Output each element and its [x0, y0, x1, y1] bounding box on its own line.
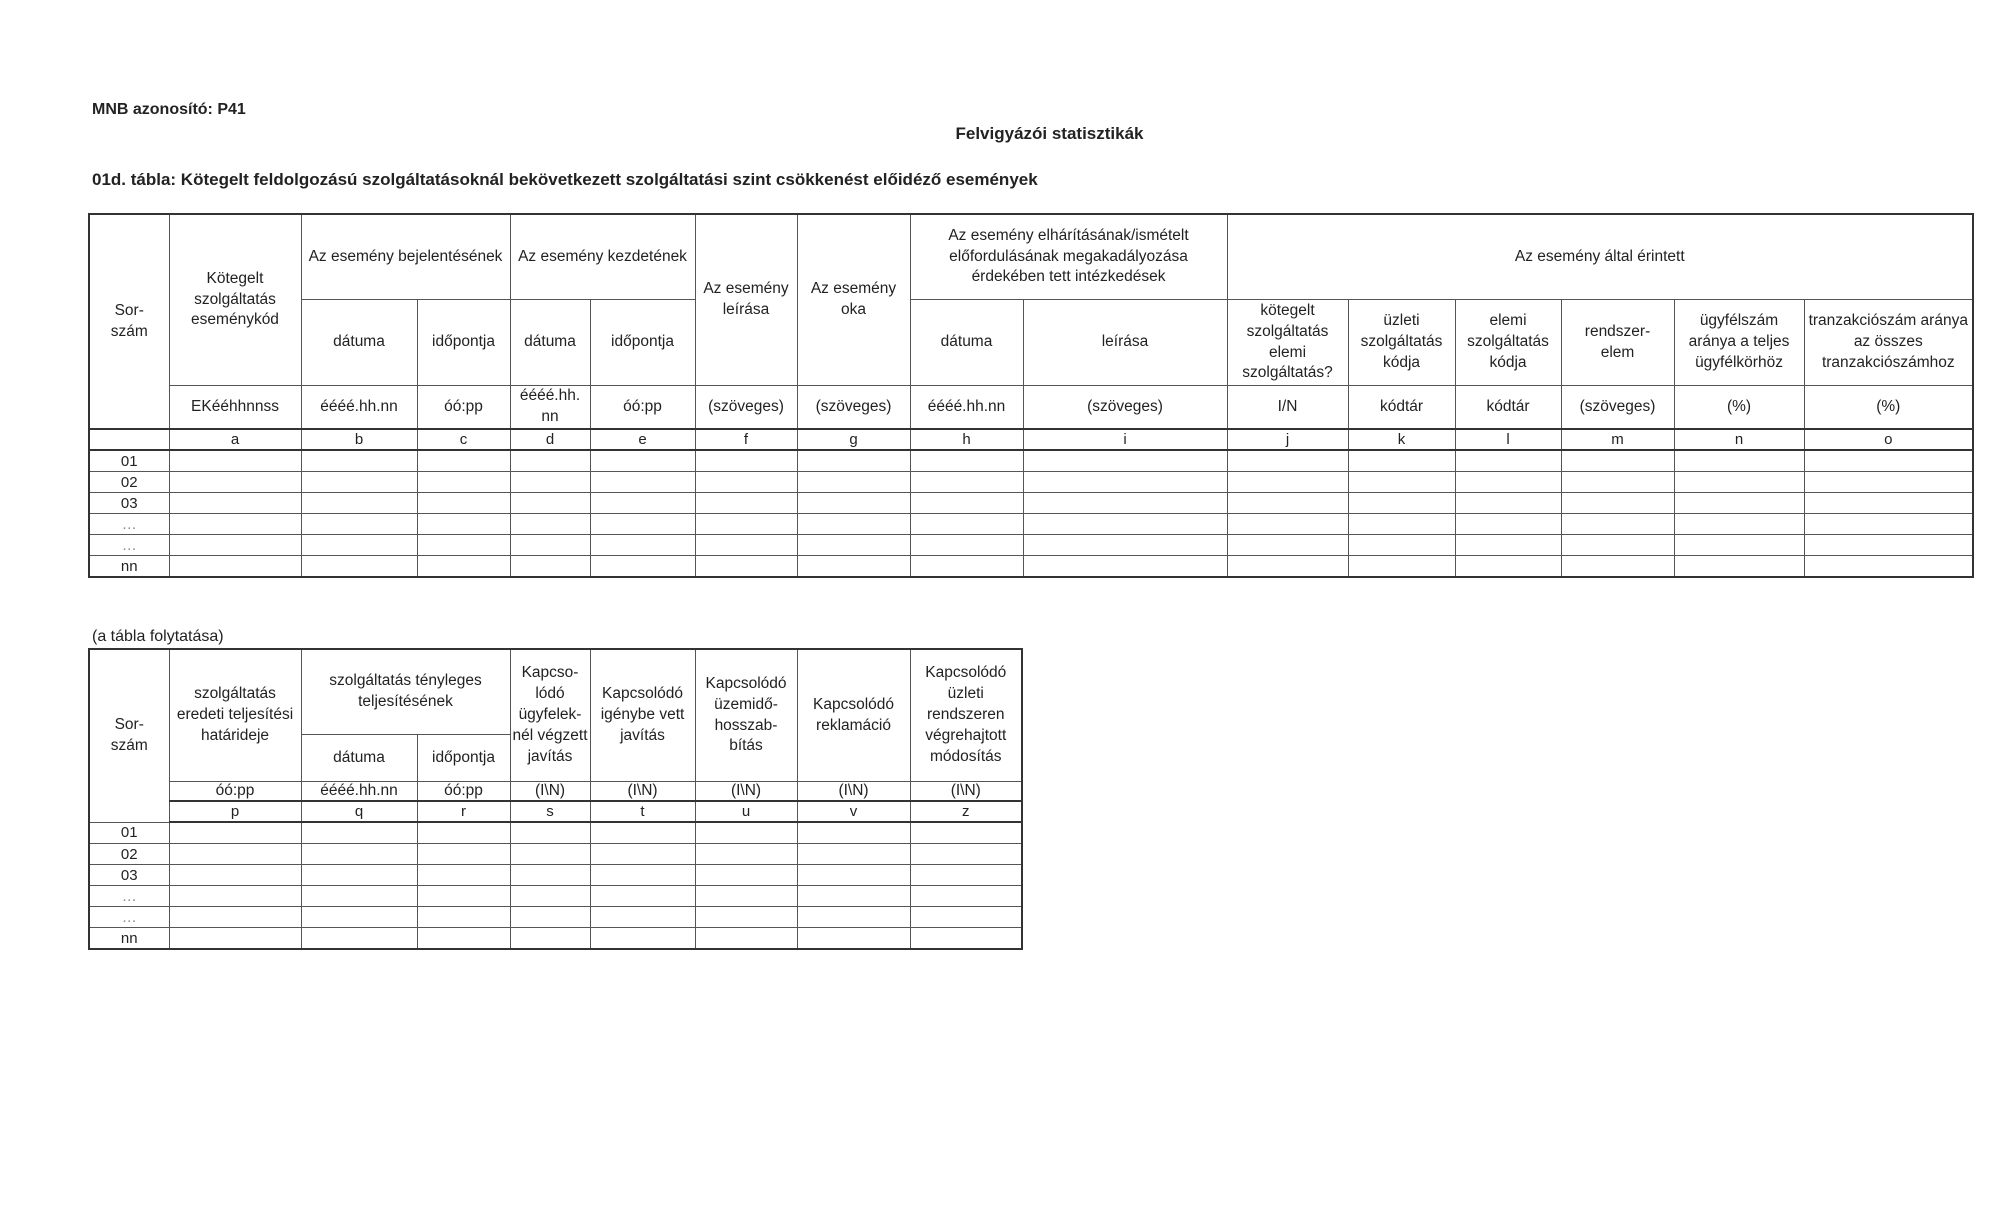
data-cell[interactable] — [797, 514, 910, 535]
data-cell[interactable] — [1674, 556, 1804, 578]
data-cell[interactable] — [1561, 472, 1674, 493]
format-cell: (szöveges) — [797, 386, 910, 430]
format-cell: éééé.hh. nn — [510, 386, 590, 430]
letter-row — [89, 429, 1973, 450]
row-number: … — [89, 535, 169, 556]
column-letter: l — [1455, 429, 1561, 450]
header-ugyfelszam-arany: ügyfélszám aránya a teljes ügyfélkörhöz — [1674, 300, 1804, 386]
data-cell[interactable] — [1561, 556, 1674, 578]
data-cell[interactable] — [301, 844, 417, 865]
data-cell[interactable] — [169, 844, 301, 865]
data-cell[interactable] — [417, 535, 510, 556]
data-cell[interactable] — [910, 844, 1022, 865]
data-cell[interactable] — [590, 886, 695, 907]
data-cell[interactable] — [1804, 514, 1973, 535]
data-cell[interactable] — [590, 865, 695, 886]
row-number: … — [89, 907, 169, 928]
format-row — [89, 386, 1973, 430]
column-letter: v — [797, 801, 910, 822]
format-cell: kódtár — [1348, 386, 1455, 430]
data-cell[interactable] — [590, 472, 695, 493]
data-cell[interactable] — [910, 907, 1022, 928]
data-cell[interactable] — [695, 928, 797, 950]
data-cell[interactable] — [510, 928, 590, 950]
data-cell[interactable] — [910, 472, 1023, 493]
data-cell[interactable] — [910, 556, 1023, 578]
data-cell[interactable] — [1227, 493, 1348, 514]
column-letter: j — [1227, 429, 1348, 450]
data-cell[interactable] — [910, 886, 1022, 907]
format-cell: (I\N) — [910, 782, 1022, 802]
row-number: 01 — [89, 450, 169, 472]
data-cell[interactable] — [1804, 450, 1973, 472]
data-cell[interactable] — [417, 844, 510, 865]
data-cell[interactable] — [1455, 535, 1561, 556]
table-row — [89, 450, 1973, 472]
column-letter: k — [1348, 429, 1455, 450]
data-cell[interactable] — [510, 822, 590, 844]
header-teljesites-idopontja: időpontja — [417, 735, 510, 782]
data-cell[interactable] — [797, 928, 910, 950]
column-letter: f — [695, 429, 797, 450]
column-letter: g — [797, 429, 910, 450]
header-kezdet-idopontja: időpontja — [590, 300, 695, 386]
header-reklamacio: Kapcsolódó reklamáció — [797, 649, 910, 782]
data-cell[interactable] — [797, 535, 910, 556]
data-cell[interactable] — [301, 472, 417, 493]
header-tranzakcio-arany: tranzakciószám aránya az összes tranzakciószámhoz — [1804, 300, 1973, 386]
column-letter: n — [1674, 429, 1804, 450]
header-bejelentes-datuma: dátuma — [301, 300, 417, 386]
data-cell[interactable] — [169, 556, 301, 578]
format-cell: (I\N) — [695, 782, 797, 802]
data-cell[interactable] — [1348, 493, 1455, 514]
data-cell[interactable] — [1023, 472, 1227, 493]
header-group-bejelentes: Az esemény bejelentésének — [301, 214, 510, 300]
format-cell: (%) — [1804, 386, 1973, 430]
header-teljesites-datuma: dátuma — [301, 735, 417, 782]
data-cell[interactable] — [1348, 514, 1455, 535]
format-cell: éééé.hh.nn — [910, 386, 1023, 430]
data-cell[interactable] — [1561, 493, 1674, 514]
data-cell[interactable] — [510, 844, 590, 865]
data-cell[interactable] — [797, 450, 910, 472]
data-cell[interactable] — [797, 822, 910, 844]
data-cell[interactable] — [510, 472, 590, 493]
column-letter: s — [510, 801, 590, 822]
column-letter: m — [1561, 429, 1674, 450]
row-number: 03 — [89, 865, 169, 886]
column-letter: c — [417, 429, 510, 450]
data-cell[interactable] — [590, 556, 695, 578]
data-cell[interactable] — [417, 556, 510, 578]
column-letter: o — [1804, 429, 1973, 450]
row-number: 02 — [89, 472, 169, 493]
format-cell: (%) — [1674, 386, 1804, 430]
data-cell[interactable] — [1455, 556, 1561, 578]
data-cell[interactable] — [169, 514, 301, 535]
data-cell[interactable] — [1674, 493, 1804, 514]
row-number: … — [89, 514, 169, 535]
header-kezdet-datuma: dátuma — [510, 300, 590, 386]
data-cell[interactable] — [1674, 450, 1804, 472]
table-row — [89, 844, 1022, 865]
data-cell[interactable] — [1804, 556, 1973, 578]
data-cell[interactable] — [695, 493, 797, 514]
data-cell[interactable] — [301, 865, 417, 886]
header-elharitas-leirasa: leírása — [1023, 300, 1227, 386]
data-cell[interactable] — [301, 886, 417, 907]
data-cell[interactable] — [510, 865, 590, 886]
data-cell[interactable] — [910, 450, 1023, 472]
data-cell[interactable] — [797, 886, 910, 907]
data-cell[interactable] — [510, 556, 590, 578]
data-cell[interactable] — [590, 822, 695, 844]
data-cell[interactable] — [910, 822, 1022, 844]
data-cell[interactable] — [1227, 514, 1348, 535]
data-cell[interactable] — [1804, 493, 1973, 514]
data-cell[interactable] — [301, 535, 417, 556]
table-row — [89, 472, 1973, 493]
data-cell[interactable] — [301, 514, 417, 535]
table-row — [89, 535, 1973, 556]
data-cell[interactable] — [169, 886, 301, 907]
header-group-erintett: Az esemény által érintett — [1227, 214, 1973, 300]
data-cell[interactable] — [417, 886, 510, 907]
format-cell: óó:pp — [417, 386, 510, 430]
column-letter: h — [910, 429, 1023, 450]
data-cell[interactable] — [417, 928, 510, 950]
data-cell[interactable] — [797, 865, 910, 886]
column-letter: t — [590, 801, 695, 822]
table-row — [89, 556, 1973, 578]
data-cell[interactable] — [1348, 556, 1455, 578]
data-cell[interactable] — [301, 907, 417, 928]
format-cell: óó:pp — [417, 782, 510, 802]
data-cell[interactable] — [417, 822, 510, 844]
data-cell[interactable] — [510, 514, 590, 535]
data-cell[interactable] — [695, 514, 797, 535]
data-cell[interactable] — [1804, 472, 1973, 493]
row-number: nn — [89, 928, 169, 950]
data-cell[interactable] — [590, 450, 695, 472]
column-letter: a — [169, 429, 301, 450]
header-sorszam: Sor- szám — [89, 214, 169, 429]
data-cell[interactable] — [590, 514, 695, 535]
data-cell[interactable] — [695, 886, 797, 907]
table-row — [89, 907, 1022, 928]
row-number: 03 — [89, 493, 169, 514]
data-cell[interactable] — [910, 865, 1022, 886]
data-cell[interactable] — [695, 907, 797, 928]
header-eventcode: Kötegelt szolgáltatás eseménykód — [169, 214, 301, 386]
data-cell[interactable] — [301, 556, 417, 578]
data-cell[interactable] — [1023, 514, 1227, 535]
column-letter: z — [910, 801, 1022, 822]
data-cell[interactable] — [301, 822, 417, 844]
data-cell[interactable] — [1561, 450, 1674, 472]
row-number: nn — [89, 556, 169, 578]
column-letter: d — [510, 429, 590, 450]
column-letter: p — [169, 801, 301, 822]
column-letter: u — [695, 801, 797, 822]
data-cell[interactable] — [417, 865, 510, 886]
data-cell[interactable] — [1227, 472, 1348, 493]
data-cell[interactable] — [510, 886, 590, 907]
main-table — [88, 213, 1974, 578]
data-cell[interactable] — [695, 844, 797, 865]
format-row — [89, 782, 1022, 802]
data-cell[interactable] — [1455, 450, 1561, 472]
format-cell: (szöveges) — [1023, 386, 1227, 430]
data-cell[interactable] — [301, 450, 417, 472]
data-cell[interactable] — [797, 844, 910, 865]
header-group-teljesites: szolgáltatás tényleges teljesítésének — [301, 649, 510, 735]
data-cell[interactable] — [510, 535, 590, 556]
data-cell[interactable] — [1348, 472, 1455, 493]
header-elharitas-datuma: dátuma — [910, 300, 1023, 386]
table-row — [89, 865, 1022, 886]
header-uzleti-kod: üzleti szolgáltatás kódja — [1348, 300, 1455, 386]
header-ugyfeleknel-javitas: Kapcso- lódó ügyfelek- nél végzett javítás — [510, 649, 590, 782]
row-number: 02 — [89, 844, 169, 865]
letter-row — [89, 801, 1022, 822]
header-bejelentes-idopontja: időpontja — [417, 300, 510, 386]
data-cell[interactable] — [1227, 556, 1348, 578]
data-cell[interactable] — [695, 556, 797, 578]
data-cell[interactable] — [1023, 493, 1227, 514]
data-cell[interactable] — [910, 514, 1023, 535]
data-cell[interactable] — [590, 535, 695, 556]
table-row — [89, 514, 1973, 535]
continuation-table — [88, 648, 1023, 950]
data-cell[interactable] — [910, 928, 1022, 950]
format-cell: EKééhhnnss — [169, 386, 301, 430]
format-cell: kódtár — [1455, 386, 1561, 430]
header-group-elharitas: Az esemény elhárításának/ismételt előfordulásának megakadályozása érdekében tett intézkedések — [910, 214, 1227, 300]
data-cell[interactable] — [169, 865, 301, 886]
data-cell[interactable] — [695, 472, 797, 493]
data-cell[interactable] — [1455, 493, 1561, 514]
data-cell[interactable] — [301, 493, 417, 514]
page-heading: Felvigyázói statisztikák — [955, 124, 1144, 143]
row-number: … — [89, 886, 169, 907]
row-number: 01 — [89, 822, 169, 844]
data-cell[interactable] — [695, 865, 797, 886]
header-leirasa: Az esemény leírása — [695, 214, 797, 386]
format-cell: éééé.hh.nn — [301, 782, 417, 802]
format-cell: (szöveges) — [1561, 386, 1674, 430]
data-cell[interactable] — [1348, 450, 1455, 472]
data-cell[interactable] — [1674, 514, 1804, 535]
data-cell[interactable] — [1227, 450, 1348, 472]
data-cell[interactable] — [417, 493, 510, 514]
format-cell: éééé.hh.nn — [301, 386, 417, 430]
data-cell[interactable] — [510, 493, 590, 514]
column-letter: i — [1023, 429, 1227, 450]
header-elemi-szolgaltatas: kötegelt szolgáltatás elemi szolgáltatás? — [1227, 300, 1348, 386]
column-letter: q — [301, 801, 417, 822]
header-uzleti-modositas: Kapcsolódó üzleti rendszeren végrehajtott módosítás — [910, 649, 1022, 782]
data-cell[interactable] — [1227, 535, 1348, 556]
data-cell[interactable] — [510, 450, 590, 472]
header-rendszerelem: rendszer- elem — [1561, 300, 1674, 386]
continuation-label: (a tábla folytatása) — [92, 628, 224, 645]
data-cell[interactable] — [590, 907, 695, 928]
letter-row-spacer — [89, 429, 169, 450]
data-cell[interactable] — [169, 472, 301, 493]
data-cell[interactable] — [510, 907, 590, 928]
data-cell[interactable] — [910, 535, 1023, 556]
data-cell[interactable] — [1455, 472, 1561, 493]
data-cell[interactable] — [910, 493, 1023, 514]
format-cell: óó:pp — [169, 782, 301, 802]
column-letter: b — [301, 429, 417, 450]
data-cell[interactable] — [1804, 535, 1973, 556]
data-cell[interactable] — [797, 556, 910, 578]
header-igenybe-vett-javitas: Kapcsolódó igénybe vett javítás — [590, 649, 695, 782]
data-cell[interactable] — [1561, 514, 1674, 535]
data-cell[interactable] — [1455, 514, 1561, 535]
data-cell[interactable] — [695, 535, 797, 556]
data-cell[interactable] — [169, 493, 301, 514]
format-cell: (szöveges) — [695, 386, 797, 430]
data-cell[interactable] — [797, 907, 910, 928]
mnb-identifier: MNB azonosító: P41 — [92, 101, 246, 118]
data-cell[interactable] — [695, 822, 797, 844]
data-cell[interactable] — [590, 844, 695, 865]
data-cell[interactable] — [169, 822, 301, 844]
data-cell[interactable] — [1023, 450, 1227, 472]
header-oka: Az esemény oka — [797, 214, 910, 386]
data-cell[interactable] — [169, 928, 301, 950]
data-cell[interactable] — [695, 450, 797, 472]
data-cell[interactable] — [169, 450, 301, 472]
data-cell[interactable] — [797, 493, 910, 514]
data-cell[interactable] — [417, 472, 510, 493]
table-title: 01d. tábla: Kötegelt feldolgozású szolgáltatásoknál bekövetkezett szolgáltatási szint csökkenést előidéző események — [92, 170, 1038, 189]
table-row — [89, 928, 1022, 950]
format-cell: (I\N) — [510, 782, 590, 802]
data-cell[interactable] — [417, 907, 510, 928]
data-cell[interactable] — [169, 535, 301, 556]
data-cell[interactable] — [590, 928, 695, 950]
data-cell[interactable] — [301, 928, 417, 950]
format-cell: (I\N) — [590, 782, 695, 802]
data-cell[interactable] — [1561, 535, 1674, 556]
data-cell[interactable] — [1674, 472, 1804, 493]
data-cell[interactable] — [590, 493, 695, 514]
data-cell[interactable] — [169, 907, 301, 928]
header-uzemido-hosszabbitas: Kapcsolódó üzemidő- hosszab- bítás — [695, 649, 797, 782]
header-group-kezdet: Az esemény kezdetének — [510, 214, 695, 300]
data-cell[interactable] — [417, 450, 510, 472]
column-letter: r — [417, 801, 510, 822]
header-elemi-kod: elemi szolgáltatás kódja — [1455, 300, 1561, 386]
data-cell[interactable] — [1674, 535, 1804, 556]
data-cell[interactable] — [797, 472, 910, 493]
format-cell: I/N — [1227, 386, 1348, 430]
table-row — [89, 822, 1022, 844]
header-sorszam: Sor- szám — [89, 649, 169, 822]
data-cell[interactable] — [1023, 535, 1227, 556]
data-cell[interactable] — [417, 514, 510, 535]
table-row — [89, 493, 1973, 514]
format-cell: óó:pp — [590, 386, 695, 430]
format-cell: (I\N) — [797, 782, 910, 802]
data-cell[interactable] — [1023, 556, 1227, 578]
column-letter: e — [590, 429, 695, 450]
header-eredeti-hatarido: szolgáltatás eredeti teljesítési határideje — [169, 649, 301, 782]
table-row — [89, 886, 1022, 907]
data-cell[interactable] — [1348, 535, 1455, 556]
